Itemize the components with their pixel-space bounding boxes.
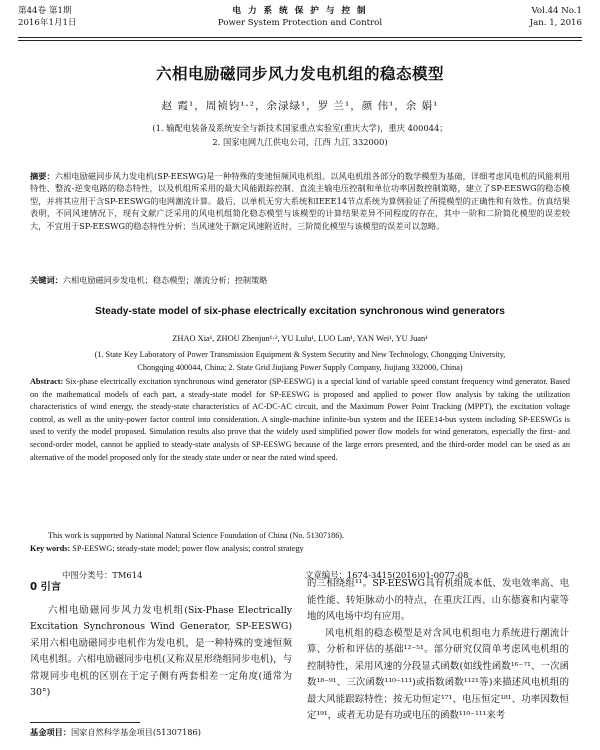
abstract-en xyxy=(30,376,570,464)
keywords-cn-text: 六相电励磁同步发电机；稳态模型；潮流分析；控制策略 xyxy=(62,275,268,285)
title-cn: 六相电励磁同步风力发电机组的稳态模型 xyxy=(155,65,444,83)
keywords-cn xyxy=(30,274,570,286)
fund-statement-en: This work is supported by National Natural Science Foundation of China (No. 51307186). xyxy=(48,531,345,540)
affiliation-cn-1: (1. 输配电装备及系统安全与新技术国家重点实验室(重庆大学)，重庆 400044； xyxy=(152,123,448,133)
date-en: Jan. 1, 2016 xyxy=(529,17,582,28)
keywords-en-label: Key words: xyxy=(30,544,71,553)
article-number-label: 文章编号： xyxy=(305,570,347,580)
abstract-en-text: Six-phase electrically excitation synchronous wind generator (SP-EESWG) is a special kind of variable speed constant frequency wind generator. Based on the mathematical models of each part, a steady-state model for SP-EESWG is proposed and applied to power flow analysis by taking the utilization characteristics of wind energy, the steady-state characteristics of AC-DC-AC circuit, and the Maximum Power Point Tracking (MPPT), the excitation voltage control, as well as the unity-power factor control into consideration. A single-machine infinite-bus system and the IEEE14-bus system including SP-EESWGs is used to verify the model proposed. Simulation results also prove that the widely used simplified power flow models for wind generators, especially the first- and second-order model, cannot be applied to steady-state analysis of SP-EESWG because of the large errors presented, and the third-order model can be used as an alternative of the model proposed only for the steady state under or near the rated wind speed. xyxy=(30,377,571,462)
footnote xyxy=(30,727,201,738)
classification-value: TM614 xyxy=(112,570,143,580)
body-column-left xyxy=(30,576,292,702)
abstract-en-label: Abstract: xyxy=(30,377,64,386)
classification-label: 中图分类号： xyxy=(62,570,113,580)
affiliation-en-1: (1. State Key Laboratory of Power Transmission Equipment & System Security and New Technology, Chongqing University, xyxy=(94,350,506,359)
volume-en: Vol.44 No.1 xyxy=(531,6,582,16)
header-rule-thin xyxy=(18,40,582,41)
footnote-text: 国家自然科学基金项目(51307186) xyxy=(70,727,201,737)
affiliation-cn-2: 2. 国家电网九江供电公司，江西 九江 332000) xyxy=(212,137,388,147)
title-en: Steady-state model of six-phase electrically excitation synchronous wind generators xyxy=(95,306,505,317)
keywords-en xyxy=(30,543,570,555)
footnote-label: 基金项目： xyxy=(30,727,71,737)
intro-paragraph-2: 风电机组的稳态模型是对含风电机组电力系统进行潮流计算、分析和评估的基础¹²⁻⁵¹。部分研究仅简单考虑风电机组的控制特性，采用风速的分段显式函数(如线性函数¹⁶⁻⁷¹、一次函数¹⁸⁻⁹¹、三次函数¹¹⁰⁻¹¹¹)或指数函数¹¹²¹等)来描述风电机组的最大风能跟踪特性；按无功恒定¹⁷¹、电压恒定¹⁸¹、功率因数恒定¹⁹¹，或者无功是有功或电压的函数¹¹⁰⁻¹¹¹来考 xyxy=(307,627,569,721)
abstract-cn-text: 六相电励磁同步风力发电机(SP-EESWG)是一种特殊的变速恒频风电机组。以风电机组各部分的数学模型为基础，详细考虑风电机的风能利用特性、整流-逆变电路的稳态特性，以及机组所采用的最大风能跟踪控制、直流主输电压控制和单位功率因数控制策略，建立了SP-EESWG的稳态模型，并将其应用于含SP-EESWG的电网潮流计算。最后，以单机无穷大系统和IEEE14节点系统为算例验证了所提模型的正确性和有效性。仿真结果表明，不同风速情况下，现有文献广泛采用的风电机组简化稳态模型与该模型的计算结果差异不同程度的存在，其中一阶和二阶简化模型的误差较大，不宜用于SP-EESWG的稳态特性分析；当风速处于额定风速附近时，三阶简化模型与该模型的误差可以忽略。 xyxy=(30,171,570,231)
abstract-cn xyxy=(30,170,570,232)
section-heading: 0 引言 xyxy=(30,582,62,593)
article-number-value: 1674-3415(2016)01-0077-08 xyxy=(346,570,469,580)
header-rule xyxy=(18,37,582,38)
body-column-right xyxy=(307,576,569,725)
journal-name-en: Power System Protection and Control xyxy=(217,17,383,28)
journal-name-cn: 电 力 系 统 保 护 与 控 制 xyxy=(232,6,368,16)
affiliations-en xyxy=(40,349,560,374)
intro-paragraph-1-cont: 的三相绕组¹¹。SP-EESWG具有机组成本低、发电效率高、电能性能、转矩脉动小的特点，在重庆江西、山东德赛和内蒙等地的风电场中均有应用。 xyxy=(307,578,569,622)
footnote-rule xyxy=(30,722,140,723)
date-cn: 2016年1月1日 xyxy=(18,17,77,28)
keywords-en-text: SP-EESWG; steady-state model; power flow analysis; control strategy xyxy=(72,544,304,553)
authors-cn: 赵 霞¹，周祯钧¹·²，余渌绿¹，罗 兰¹，颜 伟¹，余 娟¹ xyxy=(161,100,439,112)
running-header xyxy=(18,6,582,36)
authors-en: ZHAO Xia¹, ZHOU Zhenjun¹·², YU Lulu¹, LUO Lan¹, YAN Wei¹, YU Juan¹ xyxy=(172,334,428,343)
affiliation-en-2: Chongqing 400044, China; 2. State Grid Jiujiang Power Supply Company, Jiujiang 332000, China) xyxy=(137,362,463,372)
affiliations-cn xyxy=(40,121,560,149)
header-center xyxy=(18,6,582,29)
header-right xyxy=(530,6,582,29)
abstract-cn-label: 摘要： xyxy=(30,171,55,181)
keywords-cn-label: 关键词： xyxy=(30,275,63,285)
intro-paragraph-1: 六相电励磁同步风力发电机组(Six-Phase Electrically Excitation Synchronous Wind Generator, SP-EESWG)采用六相电励磁同步电机作为发电机，是一种特殊的变速恒频风电机组。六相电励磁同步电机(又称双星形绕组同步电机)，与常规同步电机的区别在于定子侧有两套相差一定角度(通常为30°) xyxy=(30,604,292,698)
volume-cn: 第44卷 第1期 xyxy=(18,6,72,16)
